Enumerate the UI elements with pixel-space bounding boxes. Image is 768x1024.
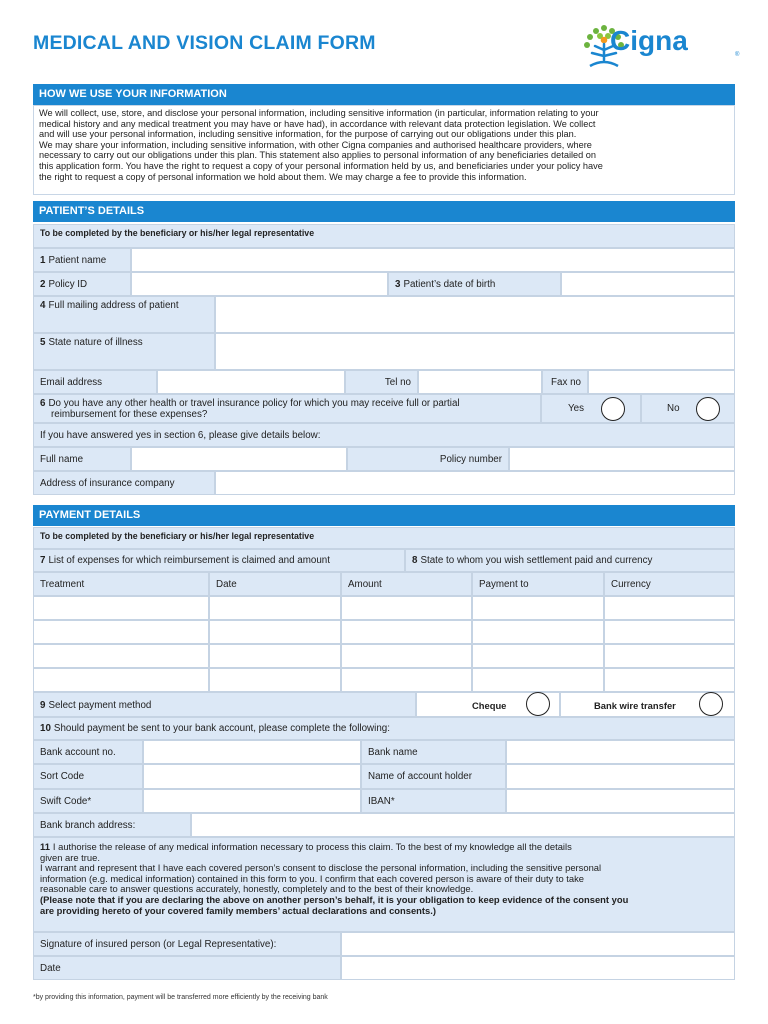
contact-row: [33, 370, 735, 394]
expense-amount-field[interactable]: [341, 620, 472, 644]
email-field[interactable]: [157, 370, 345, 394]
bank-instruction-row: [33, 717, 735, 740]
expense-date-field[interactable]: [209, 620, 341, 644]
iban-field[interactable]: [506, 789, 735, 813]
expense-row: [33, 668, 735, 692]
email-label: Email address: [33, 370, 157, 394]
expense-currency-field[interactable]: [604, 620, 735, 644]
payment-method-row: [33, 692, 735, 717]
policy-id-row: [33, 272, 735, 296]
insurer-address-row: [33, 471, 735, 495]
statement-line: We will collect, use, store, and disclose your personal information, including sensitive information (in particular, information relating to your: [39, 108, 599, 118]
expense-currency-field[interactable]: [604, 596, 735, 620]
declaration-text: 11 I authorise the release of any medical information necessary to process this claim. To the best of my knowledge all the details given are true. I warrant and represent that I have each covered person’s consent to disclose the personal information, including the sensitive personal information (e.g. medical information) contained in this form to you. I confirm that each covered person is aware of their duty to take reasonable care to answer questions accurately, honestly, completely and to the best of their knowledge. (Please note that if you are declaring the above on another person’s behalf, it is your obligation to keep evidence of the consent you are providing hereto of your covered family members’ actual declarations and consents.): [33, 837, 735, 932]
patient-subheading-row: [33, 224, 735, 248]
patient-subheading: To be completed by the beneficiary or his/her legal representative: [33, 224, 735, 248]
no-option: [641, 394, 735, 423]
iban-label: IBAN*: [361, 789, 506, 813]
payment-method-label: 9 Select payment method: [33, 692, 416, 717]
yes-radio[interactable]: [601, 397, 625, 421]
column-header-amount: Amount: [341, 572, 472, 596]
yes-option: [541, 394, 641, 423]
expense-amount-field[interactable]: [341, 596, 472, 620]
expense-row: [33, 596, 735, 620]
payment-subheading-row: [33, 527, 735, 549]
date-of-birth-field[interactable]: [561, 272, 735, 296]
payment-subheading: To be completed by the beneficiary or his/her legal representative: [33, 527, 735, 549]
statement-line: this application form. You have the right to request a copy of your personal information held by us, and beneficiaries under your policy have: [39, 160, 603, 171]
expense-treatment-field[interactable]: [33, 620, 209, 644]
signature-row: [33, 932, 735, 956]
bank-wire-label: Bank wire transfer: [594, 700, 676, 711]
illness-field[interactable]: [215, 333, 735, 370]
column-header-currency: Currency: [604, 572, 735, 596]
cheque-radio[interactable]: [526, 692, 550, 716]
statement-line: necessary to carry out our obligations under this plan. This statement also applies to personal information of any beneficiaries detailed on: [39, 150, 597, 161]
statement-line: and will use your personal information, including sensitive information, for the purpose of carrying out our obligations under this plan.: [39, 129, 577, 140]
expense-amount-field[interactable]: [341, 668, 472, 692]
expense-amount-field[interactable]: [341, 644, 472, 668]
bank-account-label: Bank account no.: [33, 740, 143, 764]
statement-line: the right to request a copy of personal information we hold about them. We may charge a fee to provide this information.: [39, 171, 527, 182]
insurer-address-label: Address of insurance company: [33, 471, 215, 495]
expense-treatment-field[interactable]: [33, 596, 209, 620]
bank-name-label: Bank name: [361, 740, 506, 764]
policy-id-field[interactable]: [131, 272, 388, 296]
form-title: MEDICAL AND VISION CLAIM FORM: [33, 32, 376, 54]
expense-row: [33, 644, 735, 668]
followup-instruction: If you have answered yes in section 6, please give details below:: [33, 423, 735, 447]
logo-wordmark: Cigna: [610, 25, 688, 56]
expenses-table-header: [33, 572, 735, 596]
policy-id-label: 2 Policy ID: [33, 272, 131, 296]
statement-line: We may share your information, including sensitive information, with other Cigna companies and authorised healthcare providers, where: [39, 139, 592, 150]
settlement-label: 8 State to whom you wish settlement paid and currency: [405, 549, 735, 572]
cheque-label: Cheque: [472, 700, 507, 711]
expense-date-field[interactable]: [209, 596, 341, 620]
section-heading-payment-details: PAYMENT DETAILS: [33, 505, 735, 526]
date-label: Date: [33, 956, 341, 980]
statement-line: medical history and any medical treatment you may have or have had), in accordance with relevant data protection legislation. We collect: [39, 118, 596, 129]
sort-code-label: Sort Code: [33, 764, 143, 789]
sort-code-field[interactable]: [143, 764, 361, 789]
patient-name-row: [33, 248, 735, 272]
column-header-payment-to: Payment to: [472, 572, 604, 596]
section-heading-patient-details: PATIENT’S DETAILS: [33, 201, 735, 222]
signature-field[interactable]: [341, 932, 735, 956]
bank-account-field[interactable]: [143, 740, 361, 764]
expense-payment-to-field[interactable]: [472, 596, 604, 620]
swift-code-label: Swift Code*: [33, 789, 143, 813]
expense-payment-to-field[interactable]: [472, 668, 604, 692]
expense-currency-field[interactable]: [604, 668, 735, 692]
expense-payment-to-field[interactable]: [472, 644, 604, 668]
expense-currency-field[interactable]: [604, 644, 735, 668]
tel-field[interactable]: [418, 370, 542, 394]
date-row: [33, 956, 735, 980]
mailing-address-row: [33, 296, 735, 333]
bank-branch-label: Bank branch address:: [33, 813, 191, 837]
bank-wire-radio[interactable]: [699, 692, 723, 716]
full-name-field[interactable]: [131, 447, 347, 471]
section-heading-information-use: HOW WE USE YOUR INFORMATION: [33, 84, 735, 105]
tel-label: Tel no: [345, 370, 418, 394]
bank-row-2: [33, 764, 735, 789]
bank-branch-field[interactable]: [191, 813, 735, 837]
bank-row-3: [33, 789, 735, 813]
fax-label: Fax no: [542, 370, 588, 394]
bank-instruction: 10 Should payment be sent to your bank account, please complete the following:: [33, 717, 735, 740]
yes-label: Yes: [568, 403, 584, 414]
other-insurance-row: [33, 394, 735, 423]
expense-payment-to-field[interactable]: [472, 620, 604, 644]
logo-registered-mark: ®: [735, 52, 740, 58]
account-holder-label: Name of account holder: [361, 764, 506, 789]
other-insurance-question: 6 Do you have any other health or travel insurance policy for which you may receive full or partial reimbursement for these expenses?: [33, 394, 541, 423]
mailing-address-field[interactable]: [215, 296, 735, 333]
followup-row: [33, 423, 735, 447]
policy-number-field[interactable]: [509, 447, 735, 471]
other-insurance-details-row: [33, 447, 735, 471]
expense-row: [33, 620, 735, 644]
insurer-address-field[interactable]: [215, 471, 735, 495]
column-header-date: Date: [209, 572, 341, 596]
patient-name-field[interactable]: [131, 248, 735, 272]
expense-date-field[interactable]: [209, 668, 341, 692]
mailing-address-label: 4 Full mailing address of patient: [33, 296, 215, 333]
bank-name-field[interactable]: [506, 740, 735, 764]
no-label: No: [667, 403, 680, 414]
account-holder-field[interactable]: [506, 764, 735, 789]
expenses-label: 7 List of expenses for which reimbursement is claimed and amount: [33, 549, 405, 572]
illness-row: [33, 333, 735, 370]
bank-row-1: [33, 740, 735, 764]
swift-code-field[interactable]: [143, 789, 361, 813]
footnote: *by providing this information, payment will be transferred more efficiently by the receiving bank: [33, 994, 328, 1001]
expense-date-field[interactable]: [209, 644, 341, 668]
information-use-statement: [33, 105, 735, 195]
date-of-birth-label: 3 Patient’s date of birth: [388, 272, 561, 296]
signature-label: Signature of insured person (or Legal Representative):: [33, 932, 341, 956]
column-header-treatment: Treatment: [33, 572, 209, 596]
expense-treatment-field[interactable]: [33, 668, 209, 692]
full-name-label: Full name: [33, 447, 131, 471]
declaration-row: [33, 837, 735, 932]
bank-branch-row: [33, 813, 735, 837]
fax-field[interactable]: [588, 370, 735, 394]
date-field[interactable]: [341, 956, 735, 980]
patient-name-label: 1 Patient name: [33, 248, 131, 272]
no-radio[interactable]: [696, 397, 720, 421]
expense-treatment-field[interactable]: [33, 644, 209, 668]
illness-label: 5 State nature of illness: [33, 333, 215, 370]
policy-number-label: Policy number: [347, 447, 509, 471]
expenses-heading-row: [33, 549, 735, 572]
